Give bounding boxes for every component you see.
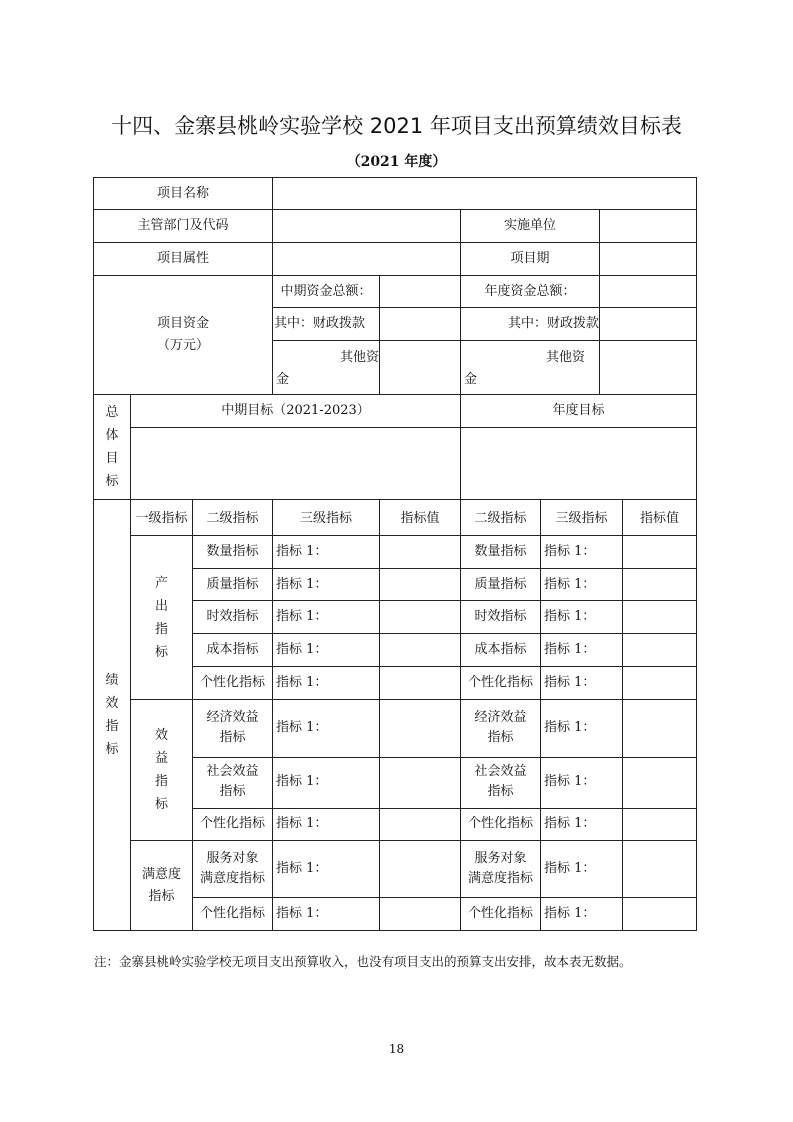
indicator-lvl3-annual: 指标 1： bbox=[544, 576, 596, 592]
indicator-value bbox=[380, 601, 460, 633]
indicator-lvl2: 社会效益 指标 bbox=[206, 764, 259, 799]
indicator-lvl3: 指标 1： bbox=[276, 576, 328, 592]
indicator-lvl3: 指标 1： bbox=[276, 861, 328, 876]
indicator-value-annual bbox=[623, 634, 696, 666]
indicator-lvl2-annual: 经济效益 指标 bbox=[474, 710, 527, 745]
indicator-lvl2-annual: 个性化指标 bbox=[467, 675, 533, 690]
impl-unit-label: 实施单位 bbox=[503, 218, 556, 233]
indicator-lvl2-annual: 服务对象 满意度指标 bbox=[467, 851, 533, 886]
indicator-lvl2: 成本指标 bbox=[206, 642, 259, 657]
indicator-lvl3-annual: 指标 1： bbox=[544, 861, 596, 876]
indicator-lvl2: 数量指标 bbox=[206, 544, 259, 559]
indicator-value-annual bbox=[623, 808, 696, 840]
indicator-lvl3-annual: 指标 1： bbox=[544, 544, 596, 559]
grid-line bbox=[379, 275, 380, 395]
page-title: 十四、金寨县桃岭实验学校 2021 年项目支出预算绩效目标表 bbox=[111, 114, 682, 138]
header-lvl2-annual: 二级指标 bbox=[474, 511, 527, 526]
project-name-value bbox=[273, 178, 696, 209]
indicator-value-annual bbox=[623, 898, 696, 930]
footnote: 注：金寨县桃岭实验学校无项目支出预算收入，也没有项目支出的预算支出安排，故本表无数据。 bbox=[94, 954, 632, 969]
indicator-lvl3-annual: 指标 1： bbox=[544, 816, 596, 831]
indicator-value-annual bbox=[623, 667, 696, 699]
indicator-lvl2-annual: 质量指标 bbox=[474, 576, 527, 592]
header-lvl3-annual: 三级指标 bbox=[555, 511, 608, 526]
overall-goal-text: 总体目标 bbox=[105, 405, 119, 489]
indicator-lvl2-annual: 时效指标 bbox=[474, 609, 527, 624]
other-funds-label-mid-2: 金 bbox=[276, 372, 290, 387]
indicator-lvl2-annual: 数量指标 bbox=[474, 544, 527, 559]
perf-label bbox=[94, 500, 130, 930]
indicator-lvl3-annual: 指标 1： bbox=[544, 720, 596, 735]
indicator-value-annual bbox=[623, 841, 696, 897]
page-number: 18 bbox=[388, 1042, 405, 1056]
indicator-lvl3: 指标 1： bbox=[276, 609, 328, 624]
indicator-lvl3: 指标 1： bbox=[276, 720, 328, 735]
indicator-value bbox=[380, 667, 460, 699]
indicator-lvl3-annual: 指标 1： bbox=[544, 642, 596, 657]
impl-unit-value bbox=[600, 210, 696, 242]
indicator-lvl3: 指标 1： bbox=[276, 906, 328, 921]
indicator-lvl2: 时效指标 bbox=[206, 609, 259, 624]
other-funds-label-mid-1: 其他资 bbox=[339, 350, 379, 365]
indicator-lvl3-annual: 指标 1： bbox=[544, 774, 596, 789]
header-lvl2: 二级指标 bbox=[206, 511, 259, 526]
indicator-lvl2-annual: 成本指标 bbox=[474, 642, 527, 657]
fiscal-label-annual: 其中：财政拨款 bbox=[507, 316, 599, 331]
indicator-value bbox=[380, 569, 460, 600]
header-lvl3: 三级指标 bbox=[299, 511, 352, 526]
page-subtitle: （2021 年度） bbox=[346, 154, 447, 170]
other-funds-label-annual-1: 其他资 bbox=[545, 350, 585, 365]
indicator-lvl2-annual: 个性化指标 bbox=[467, 906, 533, 921]
grid-line bbox=[93, 499, 697, 500]
perf-label-text: 绩效指标 bbox=[105, 673, 119, 757]
grid-line bbox=[696, 177, 697, 931]
group-benefit bbox=[131, 700, 192, 840]
indicator-lvl3-annual: 指标 1： bbox=[544, 609, 596, 624]
indicator-lvl3-annual: 指标 1： bbox=[544, 906, 596, 921]
header-value-annual: 指标值 bbox=[639, 511, 679, 526]
group-output bbox=[131, 536, 192, 699]
indicator-lvl3: 指标 1： bbox=[276, 675, 328, 690]
indicator-value-annual bbox=[623, 700, 696, 756]
indicator-value bbox=[380, 700, 460, 756]
grid-line bbox=[272, 340, 697, 341]
header-lvl1: 一级指标 bbox=[135, 511, 188, 526]
project-funds-label: 项目资金 （万元） bbox=[156, 316, 209, 353]
indicator-lvl3-annual: 指标 1： bbox=[544, 675, 596, 690]
indicator-value-annual bbox=[623, 757, 696, 807]
indicator-lvl3: 指标 1： bbox=[276, 816, 328, 831]
group-benefit-text: 效益指标 bbox=[154, 728, 168, 812]
indicator-value-annual bbox=[623, 536, 696, 568]
indicator-value bbox=[380, 808, 460, 840]
annual-total-label: 年度资金总额： bbox=[484, 283, 576, 299]
indicator-lvl3: 指标 1： bbox=[276, 544, 328, 559]
header-value: 指标值 bbox=[400, 511, 440, 526]
indicator-value bbox=[380, 536, 460, 568]
indicator-value bbox=[380, 634, 460, 666]
project-name-label: 项目名称 bbox=[156, 185, 209, 201]
indicator-value bbox=[380, 898, 460, 930]
project-period-label: 项目期 bbox=[510, 251, 550, 266]
grid-line bbox=[599, 275, 600, 395]
indicator-lvl2: 质量指标 bbox=[206, 576, 259, 592]
other-funds-label-annual-2: 金 bbox=[464, 372, 478, 387]
grid-line bbox=[130, 427, 697, 428]
project-period-value bbox=[600, 243, 696, 275]
indicator-lvl3: 指标 1： bbox=[276, 642, 328, 657]
indicator-lvl2: 经济效益 指标 bbox=[206, 710, 259, 745]
indicator-lvl2-annual: 社会效益 指标 bbox=[474, 764, 527, 799]
indicator-lvl2: 个性化指标 bbox=[199, 675, 265, 690]
indicator-lvl2: 个性化指标 bbox=[199, 906, 265, 921]
group-satisfaction: 满意度 指标 bbox=[141, 866, 181, 904]
indicator-lvl2: 个性化指标 bbox=[199, 816, 265, 831]
project-attr-label: 项目属性 bbox=[156, 251, 209, 266]
indicator-value-annual bbox=[623, 569, 696, 600]
dept-code-value bbox=[273, 210, 460, 242]
grid-line bbox=[93, 930, 697, 931]
overall-goal-label bbox=[94, 395, 130, 499]
indicator-value-annual bbox=[623, 601, 696, 633]
indicator-lvl3: 指标 1： bbox=[276, 774, 328, 789]
group-output-text: 产出指标 bbox=[154, 575, 168, 660]
fiscal-label-mid: 其中：财政拨款 bbox=[273, 316, 365, 331]
mid-total-label: 中期资金总额： bbox=[280, 283, 372, 299]
indicator-value bbox=[380, 841, 460, 897]
mid-goal-header: 中期目标（2021-2023） bbox=[221, 403, 370, 418]
indicator-value bbox=[380, 757, 460, 807]
indicator-lvl2: 服务对象 满意度指标 bbox=[199, 851, 265, 886]
annual-goal-header: 年度目标 bbox=[552, 403, 605, 418]
project-attr-value bbox=[273, 243, 460, 275]
indicator-lvl2-annual: 个性化指标 bbox=[467, 816, 533, 831]
dept-code-label: 主管部门及代码 bbox=[137, 218, 229, 233]
